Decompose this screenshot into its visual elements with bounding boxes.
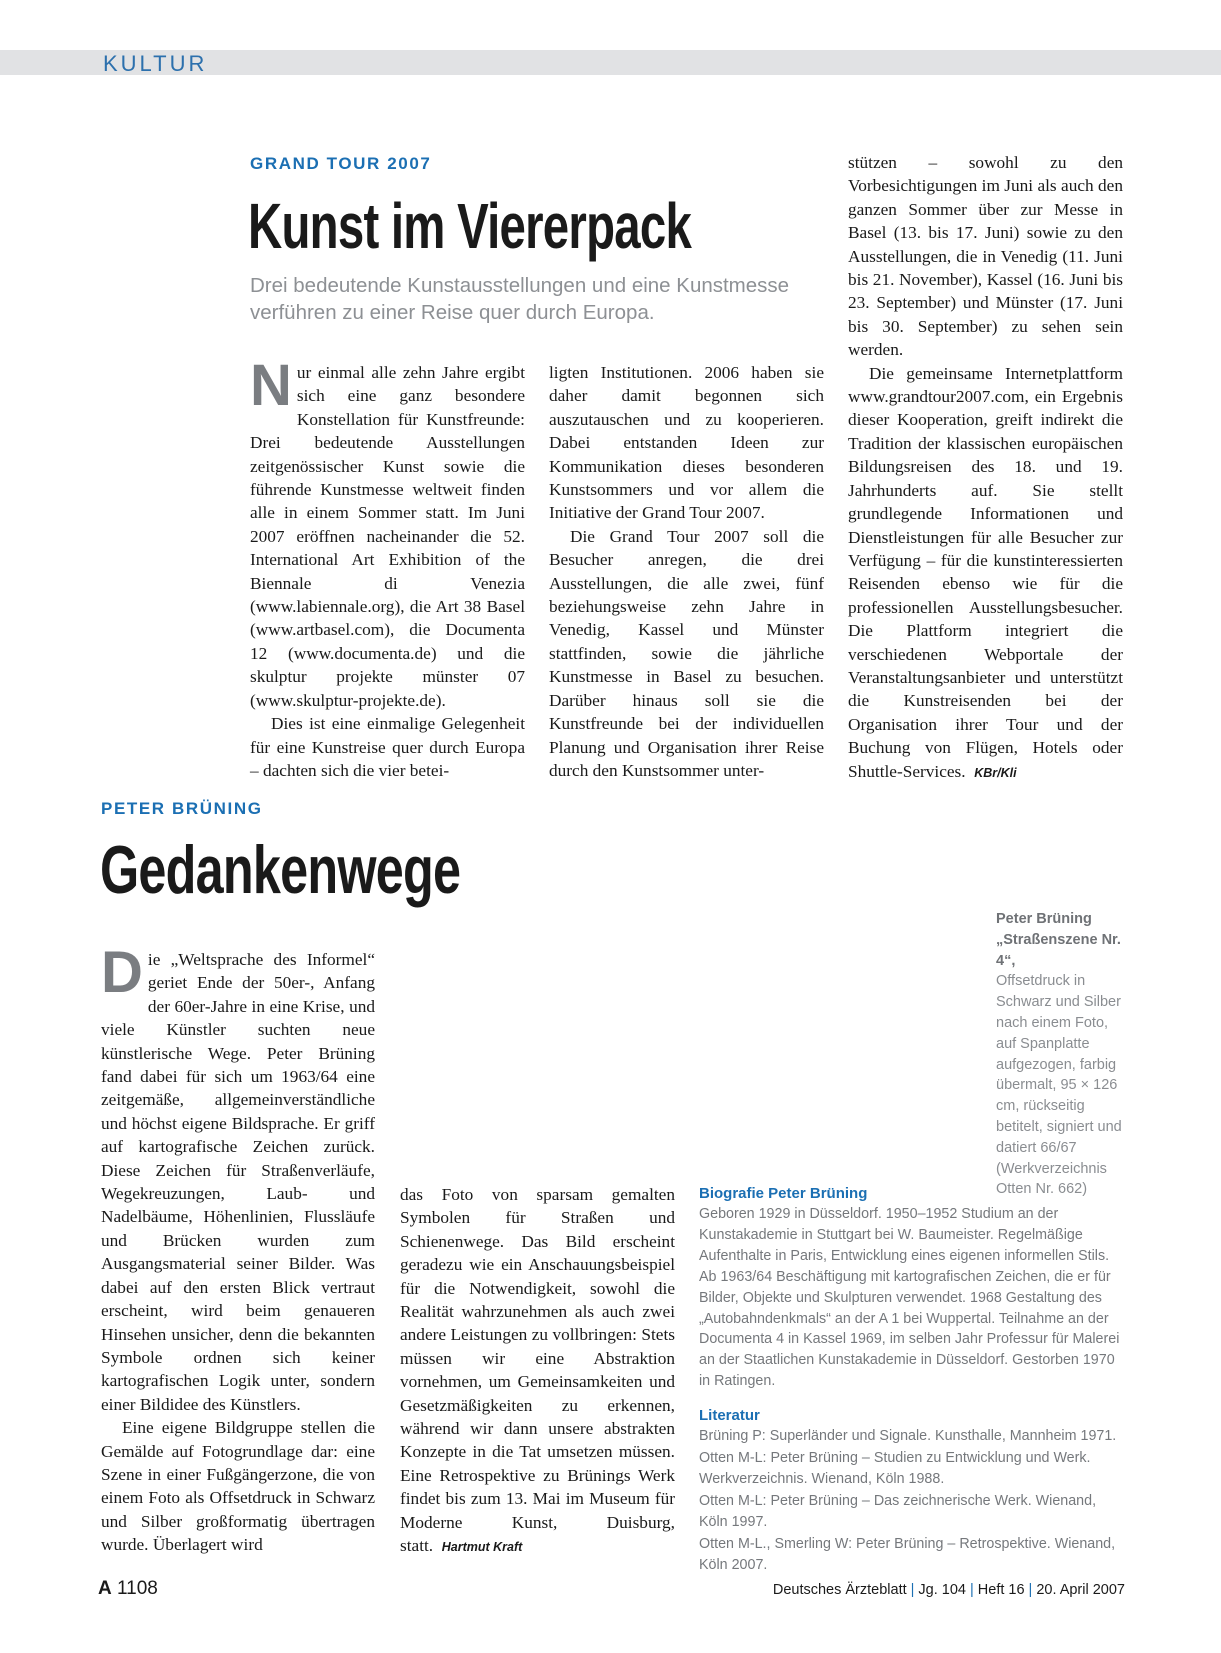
journal-date: 20. April 2007 [1036, 1582, 1125, 1598]
literature-heading: Literatur [699, 1407, 760, 1425]
article1-column-1 [250, 353, 525, 782]
caption-artist: Peter Brüning [996, 911, 1092, 927]
article1-dropcap: N [250, 353, 292, 418]
literature-item: Otten M-L: Peter Brüning – Das zeichnerische Werk. Wienand, Köln 1997. [699, 1492, 1097, 1530]
article1-column-3 [848, 151, 1123, 785]
article1-col1-paragraph-1: ur einmal alle zehn Jahre ergibt sich eine ganz besondere Konstellation für Kunstfreunde: Drei bedeutende Ausstellungen zeitgenössischer Kunst sowie die führende Kunstmesse weltweit finden alle in einem Sommer statt. Im Juni 2007 eröffnen nacheinander die 52. International Art Exhibition of the Biennale di Venezia (www.labiennale.org), die Art 38 Basel (www.artbasel.com), die Documenta 12 (www.documenta.de) und die skulptur projekte münster 07 (www.skulptur-projekte.de). [250, 363, 525, 710]
article2-kicker: PETER BRÜNING [101, 799, 263, 818]
article2-col2-paragraph-1: das Foto von sparsam gemalten Symbolen für Straßen und Schienenwege. Das Bild erscheint geradezu wie ein Anschauungsbeispiel für die Notwendigkeit, sowohl die Realität wahrzunehmen als auch zwei andere Leistungen zu vollbringen: Stets müssen wir eine Abstraktion vornehmen, um Gemeinsamkeiten und Gesetzmäßigkeiten zu erkennen, während wir dann unsere abstrakten Konzepte in die Tat umsetzen müssen. Eine Retrospektive zu Brünings Werk findet bis zum 13. Mai im Museum für Moderne Kunst, Duisburg, statt. [400, 1185, 675, 1556]
journal-name: Deutsches Ärzteblatt [772, 1582, 907, 1598]
article1-col2-paragraph-1: ligten Institutionen. 2006 haben sie daher damit begonnen sich auszutauschen und zu kooperieren. Dabei entstanden Ideen zur Kommunikation dieses besonderen Kunstsommers und vor allem die Initiative der Grand Tour 2007. [549, 363, 824, 523]
section-label: KULTUR [103, 51, 208, 76]
article2-signature: Hartmut Kraft [441, 1540, 523, 1555]
journal-footer: Deutsches Ärzteblatt | Jg. 104 | Heft 16 | 20. April 2007 [772, 1582, 1125, 1598]
article2-dropcap: D [101, 940, 143, 1005]
article2-column-1 [101, 940, 375, 1557]
page-number-value: 1108 [117, 1578, 158, 1599]
article1-col1-paragraph-2: Dies ist eine einmalige Gelegenheit für eine Kunstreise quer durch Europa – dachten sich die vier betei- [250, 714, 525, 780]
biography-heading: Biografie Peter Brüning [699, 1185, 868, 1202]
literature-item: Otten M-L: Peter Brüning – Studien zu Entwicklung und Werk. Werkverzeichnis. Wienand, Köln 1988. [699, 1450, 1091, 1487]
image-caption [996, 909, 1131, 1200]
article1-col3-paragraph-2: Die gemeinsame Internetplattform www.grandtour2007.com, ein Ergebnis dieser Kooperation, greift indirekt die Tradition der klassischen europäischen Bildungsreisen des 18. und 19. Jahrhunderts auf. Sie stellt grundlegende Informationen und Dienstleistungen für alle Besucher zur Verfügung – für die kunstinteressierten Reisenden ebenso wie für die professionellen Ausstellungsbesucher. Die Plattform integriert die verschiedenen Webportale der Veranstaltungsanbieter und unterstützt die Kunstreisenden bei der Organisation ihrer Tour und der Buchung von Flügen, Hotels oder Shuttle-Services. [848, 363, 1123, 781]
article1-headline: Kunst im Viererpack [248, 190, 692, 262]
article2-col1-paragraph-1: ie „Weltsprache des Informel“ geriet Ende der 50er-, Anfang der 60er-Jahre in eine Krise, und viele Künstler suchten neue künstlerische Wege. Peter Brüning fand dabei für sich um 1963/64 eine zeitgemäße, allgemeinverständliche und höchst eigene Bildsprache. Er griff auf kartografische Zeichen zurück. Diese Zeichen für Straßenverläufe, Wegekreuzungen, Laub- und Nadelbäume, Höhenlinien, Flussläufe und Brücken wurden zum Ausgangsmaterial seiner Bilder. Was dabei auf den ersten Blick vertraut erscheint, wird beim genaueren Hinsehen unsicher, denn die bekannten Symbole ordnen sich keiner kartografischen Logik unter, sondern einer Bildidee des Künstlers. [101, 950, 375, 1414]
page-prefix: A [98, 1578, 112, 1599]
journal-volume: Jg. 104 [918, 1582, 966, 1598]
article1-lead: Drei bedeutende Kunstausstellungen und eine Kunstmesse verführen zu einer Reise quer durch Europa. [250, 274, 790, 324]
article1-kicker: GRAND TOUR 2007 [250, 154, 432, 173]
biography-text: Geboren 1929 in Düsseldorf. 1950–1952 Studium an der Kunstakademie in Stuttgart bei W. Baumeister. Regelmäßige Aufenthalte in Paris, Entwicklung eines eigenen informellen Stils. Ab 1963/64 Beschäftigung mit kartografischen Zeichen, die er für Bilder, Objekte und Skulpturen verwendet. 1968 Gestaltung des „Autobahndenkmals“ an der A 1 bei Wuppertal. Teilnahme an der Documenta 4 in Kassel 1969, im selben Jahr Professur für Malerei an der Staatlichen Kunstakademie in Düsseldorf. Gestorben 1970 in Ratingen. [699, 1206, 1120, 1390]
literature-item: Otten M-L., Smerling W: Peter Brüning – Retrospektive. Wienand, Köln 2007. [699, 1535, 1116, 1573]
biography-box [699, 1184, 1124, 1577]
article2-column-2 [400, 1183, 675, 1560]
journal-issue: Heft 16 [977, 1582, 1025, 1598]
article1-col2-paragraph-2: Die Grand Tour 2007 soll die Besucher anregen, die drei Ausstellungen, die alle zwei, fünf beziehungsweise zehn Jahre in Venedig, Kassel und Münster stattfinden, sowie die jährliche Kunstmesse in Basel zu besuchen. Darüber hinaus soll sie die Kunstfreunde bei der individuellen Planung und Organisation ihrer Reise durch den Kunstsommer unter- [549, 526, 824, 780]
article2-headline: Gedankenwege [100, 832, 461, 908]
caption-text: Offsetdruck in Schwarz und Silber nach einem Foto, auf Spanplatte aufgezogen, farbig übermalt, 95 × 126 cm, rückseitig betitelt, signiert und datiert 66/67 (Werkverzeichnis Otten Nr. 662) [996, 973, 1122, 1198]
caption-title: „Straßenszene Nr. 4“, [996, 931, 1121, 969]
article1-col3-paragraph-1: stützen – sowohl zu den Vorbesichtigungen im Juni als auch den ganzen Sommer über zur Messe in Basel (13. bis 17. Juni) sowie zu den Ausstellungen, die in Venedig (11. Juni bis 21. November), Kassel (16. Juni bis 23. September) und Münster (17. Juni bis 30. September) zu sehen sein werden. [848, 153, 1123, 360]
page-number [98, 1578, 158, 1600]
article1-column-2 [549, 361, 824, 782]
article1-signature: KBr/Kli [974, 765, 1017, 780]
literature-item: Brüning P: Superländer und Signale. Kunsthalle, Mannheim 1971. [699, 1428, 1117, 1445]
article2-col1-paragraph-2: Eine eigene Bildgruppe stellen die Gemälde auf Fotogrundlage dar: eine Szene in einer Fußgängerzone, die von einem Foto als Offsetdruck in Schwarz und Silber großformatig übertragen wurde. Überlagert wird [101, 1418, 375, 1555]
